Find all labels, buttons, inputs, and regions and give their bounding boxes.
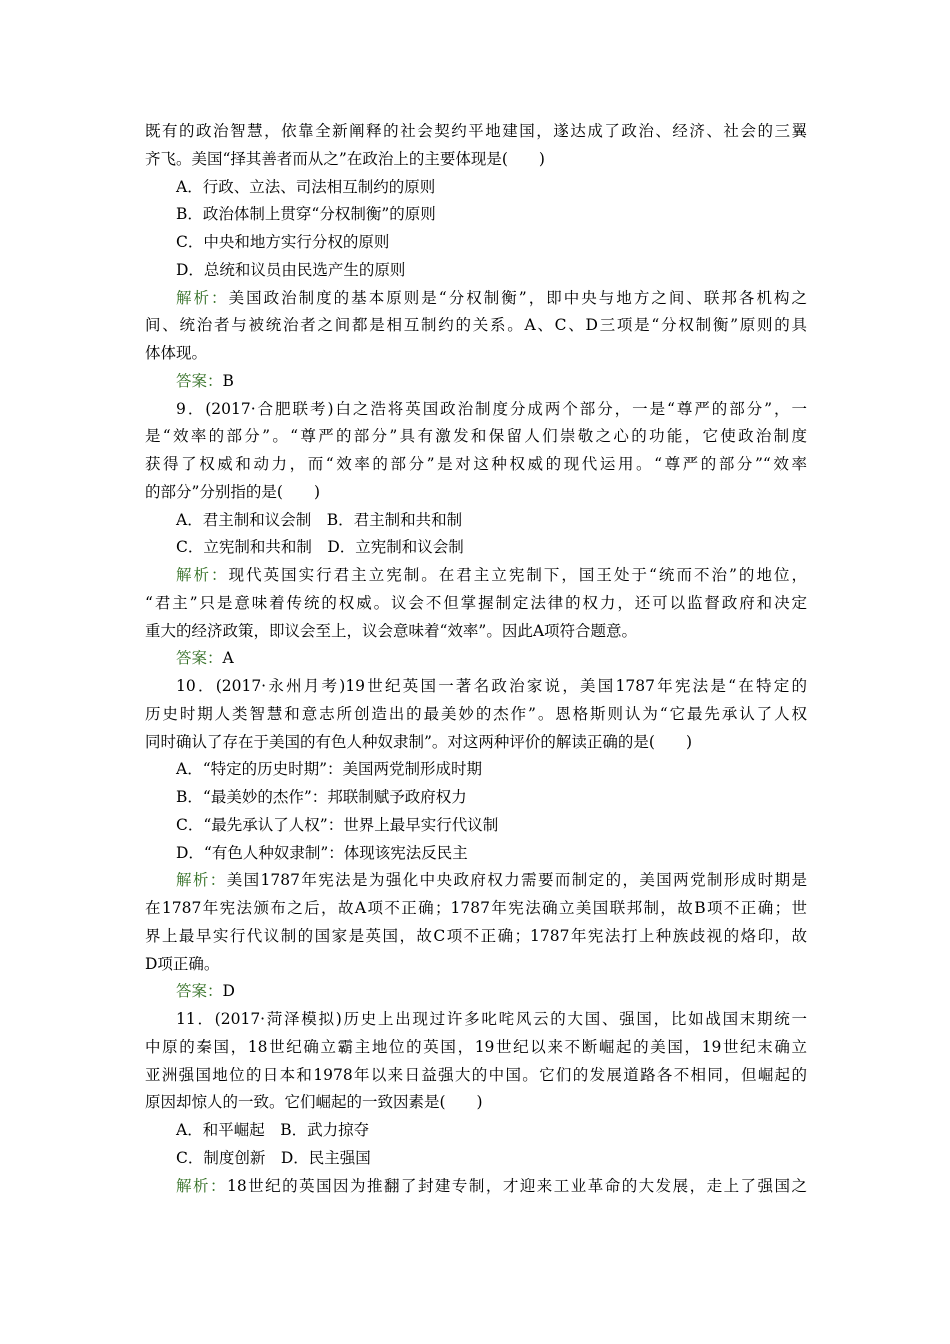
- q8-analysis-line-2: 间、统治者与被统治者之间都是相互制约的关系。A、C、D三项是“分权制衡”原则的具: [145, 316, 807, 335]
- q11-stem-line-4: 原因却惊人的一致。它们崛起的一致因素是( ): [145, 1093, 483, 1112]
- q9-answer: [145, 645, 807, 673]
- analysis-label: 解析：: [176, 288, 229, 307]
- q9-answer-value: A: [222, 649, 234, 668]
- q10-stem-line-3: 同时确认了存在于美国的有色人种奴隶制”。对这两种评价的解读正确的是( ): [145, 732, 693, 751]
- q11-stem-line-3: 亚洲强国地位的日本和1978年以来日益强大的中国。它们的发展道路各不相同，但崛起的: [145, 1065, 807, 1084]
- analysis-label: 解析：: [176, 566, 229, 584]
- q8-analysis-text: 美国政治制度的基本原则是“分权制衡”，即中央与地方之间、联邦各机构之: [228, 288, 807, 307]
- analysis-label: 解析：: [176, 871, 227, 890]
- q10-option-b: B．“最美妙的杰作”：邦联制赋予政府权力: [176, 788, 467, 806]
- q8-stem-line-2: 齐飞。美国“择其善者而从之”在政治上的主要体现是( ): [145, 149, 545, 168]
- q11-analysis-text: 18世纪的英国因为推翻了封建专制，才迎来工业革命的大发展，走上了强国之: [226, 1176, 807, 1195]
- q8-option-b: B．政治体制上贯穿“分权制衡”的原则: [176, 205, 436, 224]
- q9-stem-line-3: 获得了权威和动力，而“效率的部分”是对这种权威的现代运用。“尊严的部分”“效率: [145, 455, 807, 473]
- q10-analysis-line-2: 在1787年宪法颁布之后，故A项不正确；1787年宪法确立美国联邦制，故B项不正确；世: [145, 899, 807, 917]
- q10-analysis-line-3: 界上最早实行代议制的国家是英国，故C项不正确；1787年宪法打上种族歧视的烙印，故: [145, 926, 807, 945]
- document-body: [145, 118, 807, 1200]
- q10-analysis-line-1: [145, 867, 807, 895]
- q10-answer: [145, 978, 807, 1006]
- q10-option-d: D．“有色人种奴隶制”：体现该宪法反民主: [176, 843, 468, 862]
- q10-analysis-text: 美国1787年宪法是为强化中央政府权力需要而制定的，美国两党制形成时期是: [226, 871, 807, 890]
- q8-answer-value: B: [222, 371, 234, 390]
- q9-analysis-line-2: “君主”只是意味着传统的权威。议会不但掌握制定法律的权力，还可以监督政府和决定: [145, 593, 807, 612]
- q11-options-cd: C．制度创新 D．民主强国: [176, 1148, 371, 1167]
- q9-analysis-line-3: 重大的经济政策，即议会至上，议会意味着“效率”。因此A项符合题意。: [145, 621, 638, 640]
- analysis-label: 解析：: [176, 1176, 227, 1195]
- q9-options-cd: C．立宪制和共和制 D．立宪制和议会制: [176, 538, 464, 557]
- answer-label: 答案：: [176, 982, 223, 1001]
- q11-analysis-line-1: [145, 1173, 807, 1201]
- q11-stem-line-2: 中原的秦国，18世纪确立霸主地位的英国，19世纪以来不断崛起的美国，19世纪末确立: [145, 1037, 807, 1056]
- q8-analysis-line-3: 体体现。: [145, 344, 208, 362]
- q10-stem-line-2: 历史时期人类智慧和意志所创造出的最美妙的杰作”。恩格斯则认为“它最先承认了人权: [145, 704, 807, 723]
- q10-answer-value: D: [222, 982, 235, 1001]
- q8-option-a: A．行政、立法、司法相互制约的原则: [176, 177, 436, 196]
- q8-analysis-line-1: [145, 285, 807, 313]
- q9-stem-line-4: 的部分”分别指的是( ): [145, 482, 321, 501]
- answer-label: 答案：: [176, 371, 223, 390]
- q8-answer: [145, 368, 807, 396]
- q8-option-c: C．中央和地方实行分权的原则: [176, 233, 390, 251]
- q11-stem-line-1: 11．(2017·菏泽模拟)历史上出现过许多叱咤风云的大国、强国，比如战国末期统一: [176, 1010, 807, 1028]
- q10-option-c: C．“最先承认了人权”：世界上最早实行代议制: [176, 815, 499, 834]
- q9-options-ab: A．君主制和议会制 B．君主制和共和制: [176, 510, 463, 529]
- q8-option-d: D．总统和议员由民选产生的原则: [176, 260, 406, 279]
- q9-stem-line-1: 9．(2017·合肥联考)白之浩将英国政治制度分成两个部分，一是“尊严的部分”，一: [176, 399, 807, 418]
- answer-label: 答案：: [176, 649, 223, 668]
- q10-analysis-line-4: D项正确。: [145, 954, 220, 973]
- q11-options-ab: A．和平崛起 B．武力掠夺: [176, 1121, 370, 1139]
- q10-option-a: A．“特定的历史时期”：美国两党制形成时期: [176, 760, 483, 779]
- q9-analysis-text: 现代英国实行君主立宪制。在君主立宪制下，国王处于“统而不治”的地位，: [228, 566, 807, 584]
- q9-analysis-line-1: [145, 562, 807, 590]
- q8-stem-line-1: 既有的政治智慧，依靠全新阐释的社会契约平地建国，遂达成了政治、经济、社会的三翼: [145, 122, 807, 140]
- q10-stem-line-1: 10．(2017·永州月考)19世纪英国一著名政治家说，美国1787年宪法是“在特定的: [176, 677, 807, 695]
- q9-stem-line-2: 是“效率的部分”。“尊严的部分”具有激发和保留人们崇敬之心的功能，它使政治制度: [145, 427, 807, 446]
